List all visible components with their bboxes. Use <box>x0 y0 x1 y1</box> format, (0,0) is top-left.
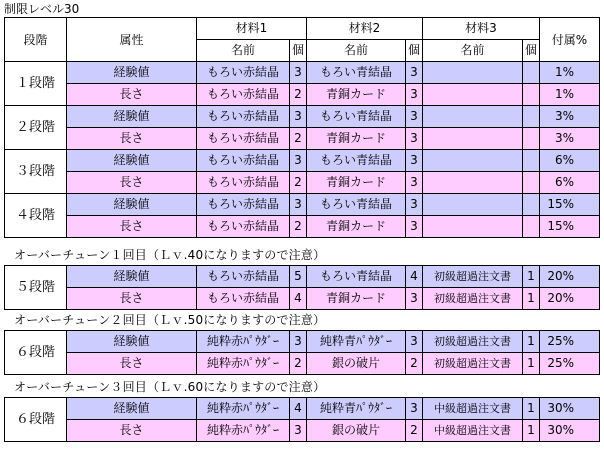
material3-name <box>423 194 523 216</box>
attach-percent: 6% <box>540 172 600 194</box>
stage-label: ４段階 <box>5 194 67 238</box>
material3-count <box>523 194 540 216</box>
material2-count: 3 <box>406 128 423 150</box>
material1-name: もろい赤結晶 <box>197 172 290 194</box>
stage-label: ２段階 <box>5 106 67 150</box>
overtune-note: オーバーチューン１回目（Ｌｖ.40になりますので注意） <box>14 248 326 262</box>
material3-name: 中級超過注文書 <box>423 420 523 442</box>
material3-count <box>523 172 540 194</box>
material3-count: 1 <box>523 353 540 375</box>
material1-name: もろい赤結晶 <box>197 62 290 84</box>
material1-name: もろい赤結晶 <box>197 288 290 310</box>
material2-count: 3 <box>406 288 423 310</box>
material3-count <box>523 62 540 84</box>
attach-percent: 25% <box>540 353 600 375</box>
table-row <box>5 398 600 420</box>
header-row <box>5 18 600 40</box>
attach-percent: 30% <box>540 398 600 420</box>
material1-name: もろい赤結晶 <box>197 266 290 288</box>
material2-count: 4 <box>406 266 423 288</box>
header-name: 名前 <box>423 40 523 62</box>
material2-count: 3 <box>406 62 423 84</box>
material2-count: 3 <box>406 150 423 172</box>
material2-name: 青銅カード <box>307 288 406 310</box>
material3-name: 初級超過注文書 <box>423 288 523 310</box>
material1-name: 純粋赤ﾊﾟｳﾀﾞｰ <box>197 420 290 442</box>
material1-count: 3 <box>290 420 307 442</box>
material2-name: もろい青結晶 <box>307 106 406 128</box>
table-row <box>5 84 600 106</box>
material1-name: 純粋赤ﾊﾟｳﾀﾞｰ <box>197 398 290 420</box>
material2-count: 3 <box>406 194 423 216</box>
stage-label: １段階 <box>5 62 67 106</box>
material1-name: もろい赤結晶 <box>197 194 290 216</box>
attribute-cell: 経験値 <box>67 266 197 288</box>
stage-group <box>5 62 600 106</box>
header-attr: 属性 <box>67 18 197 62</box>
material2-count: 3 <box>406 84 423 106</box>
material1-name: もろい赤結晶 <box>197 150 290 172</box>
attribute-cell: 経験値 <box>67 194 197 216</box>
material3-name <box>423 150 523 172</box>
material1-name: もろい赤結晶 <box>197 84 290 106</box>
attribute-cell: 経験値 <box>67 398 197 420</box>
material2-name: もろい青結晶 <box>307 194 406 216</box>
material2-count: 3 <box>406 398 423 420</box>
table-row <box>5 106 600 128</box>
material3-count <box>523 106 540 128</box>
table-row <box>5 194 600 216</box>
table-row <box>5 331 600 353</box>
header-count: 個 <box>406 40 423 62</box>
material2-name: 銀の破片 <box>307 420 406 442</box>
material3-count <box>523 216 540 238</box>
attach-percent: 15% <box>540 216 600 238</box>
attribute-cell: 経験値 <box>67 150 197 172</box>
stage-group <box>5 194 600 238</box>
header-name: 名前 <box>197 40 290 62</box>
table-row <box>5 128 600 150</box>
material3-name <box>423 128 523 150</box>
attribute-cell: 長さ <box>67 288 197 310</box>
material3-name <box>423 84 523 106</box>
upgrade-table-main <box>4 17 600 238</box>
material1-name: もろい赤結晶 <box>197 216 290 238</box>
attribute-cell: 長さ <box>67 128 197 150</box>
material2-name: 青銅カード <box>307 84 406 106</box>
attach-percent: 3% <box>540 128 600 150</box>
stage-label: ６段階 <box>5 331 67 375</box>
attribute-cell: 長さ <box>67 172 197 194</box>
material2-count: 3 <box>406 216 423 238</box>
table-row <box>5 353 600 375</box>
header-mat2: 材料2 <box>307 18 423 40</box>
stage-label: ６段階 <box>5 398 67 442</box>
upgrade-table-overtune-3 <box>4 397 600 442</box>
material3-name <box>423 62 523 84</box>
attribute-cell: 経験値 <box>67 331 197 353</box>
overtune-note: オーバーチューン２回目（Ｌｖ.50になりますので注意） <box>14 313 326 327</box>
table-row <box>5 62 600 84</box>
header-count: 個 <box>523 40 540 62</box>
attach-percent: 3% <box>540 106 600 128</box>
material1-count: 2 <box>290 216 307 238</box>
header-count: 個 <box>290 40 307 62</box>
attach-percent: 30% <box>540 420 600 442</box>
material2-name: 青銅カード <box>307 172 406 194</box>
attach-percent: 1% <box>540 84 600 106</box>
material1-name: 純粋赤ﾊﾟｳﾀﾞｰ <box>197 353 290 375</box>
attach-percent: 15% <box>540 194 600 216</box>
attribute-cell: 長さ <box>67 420 197 442</box>
attribute-cell: 経験値 <box>67 106 197 128</box>
material1-count: 3 <box>290 106 307 128</box>
material2-count: 3 <box>406 106 423 128</box>
material3-name <box>423 216 523 238</box>
material3-count: 1 <box>523 331 540 353</box>
material2-count: 3 <box>406 172 423 194</box>
table-row <box>5 266 600 288</box>
material1-count: 2 <box>290 172 307 194</box>
material2-count: 2 <box>406 420 423 442</box>
header-pct: 付属% <box>540 18 600 62</box>
attach-percent: 6% <box>540 150 600 172</box>
attach-percent: 25% <box>540 331 600 353</box>
material1-count: 5 <box>290 266 307 288</box>
header-mat1: 材料1 <box>197 18 307 40</box>
stage-group <box>5 106 600 150</box>
material2-name: 青銅カード <box>307 128 406 150</box>
material2-name: もろい青結晶 <box>307 266 406 288</box>
header-step: 段階 <box>5 18 67 62</box>
material3-name: 初級超過注文書 <box>423 353 523 375</box>
material1-name: もろい赤結晶 <box>197 128 290 150</box>
attribute-cell: 経験値 <box>67 62 197 84</box>
attach-percent: 20% <box>540 266 600 288</box>
material3-count <box>523 84 540 106</box>
material2-name: 銀の破片 <box>307 353 406 375</box>
stage-group <box>5 398 600 442</box>
upgrade-table-overtune-1 <box>4 265 600 310</box>
stage-group <box>5 266 600 310</box>
material3-name: 初級超過注文書 <box>423 266 523 288</box>
material3-name <box>423 172 523 194</box>
material3-name: 中級超過注文書 <box>423 398 523 420</box>
table-row <box>5 288 600 310</box>
material1-count: 2 <box>290 84 307 106</box>
material2-count: 2 <box>406 353 423 375</box>
material1-count: 2 <box>290 353 307 375</box>
material3-name: 初級超過注文書 <box>423 331 523 353</box>
material3-count: 1 <box>523 288 540 310</box>
material1-count: 2 <box>290 128 307 150</box>
attach-percent: 1% <box>540 62 600 84</box>
material1-name: 純粋赤ﾊﾟｳﾀﾞｰ <box>197 331 290 353</box>
material1-count: 3 <box>290 194 307 216</box>
material1-count: 4 <box>290 288 307 310</box>
upgrade-table-overtune-2 <box>4 330 600 375</box>
material1-count: 3 <box>290 150 307 172</box>
material2-name: もろい青結晶 <box>307 62 406 84</box>
material2-name: 青銅カード <box>307 216 406 238</box>
attach-percent: 20% <box>540 288 600 310</box>
material3-count <box>523 128 540 150</box>
table-row <box>5 150 600 172</box>
material1-count: 3 <box>290 62 307 84</box>
table-row <box>5 216 600 238</box>
table-row <box>5 172 600 194</box>
material3-count <box>523 150 540 172</box>
page-title: 制限レベル30 <box>4 2 80 16</box>
material1-name: もろい赤結晶 <box>197 106 290 128</box>
stage-label: ３段階 <box>5 150 67 194</box>
material2-name: 純粋青ﾊﾟｳﾀﾞｰ <box>307 331 406 353</box>
stage-group <box>5 331 600 375</box>
header-name: 名前 <box>307 40 406 62</box>
table-row <box>5 420 600 442</box>
material2-name: もろい青結晶 <box>307 150 406 172</box>
material1-count: 4 <box>290 398 307 420</box>
stage-group <box>5 150 600 194</box>
material2-name: 純粋青ﾊﾟｳﾀﾞｰ <box>307 398 406 420</box>
overtune-note: オーバーチューン３回目（Ｌｖ.60になりますので注意） <box>14 380 326 394</box>
material3-name <box>423 106 523 128</box>
attribute-cell: 長さ <box>67 353 197 375</box>
header-mat3: 材料3 <box>423 18 540 40</box>
material3-count: 1 <box>523 420 540 442</box>
material3-count: 1 <box>523 266 540 288</box>
attribute-cell: 長さ <box>67 84 197 106</box>
material2-count: 3 <box>406 331 423 353</box>
material1-count: 3 <box>290 331 307 353</box>
material3-count: 1 <box>523 398 540 420</box>
attribute-cell: 長さ <box>67 216 197 238</box>
stage-label: ５段階 <box>5 266 67 310</box>
